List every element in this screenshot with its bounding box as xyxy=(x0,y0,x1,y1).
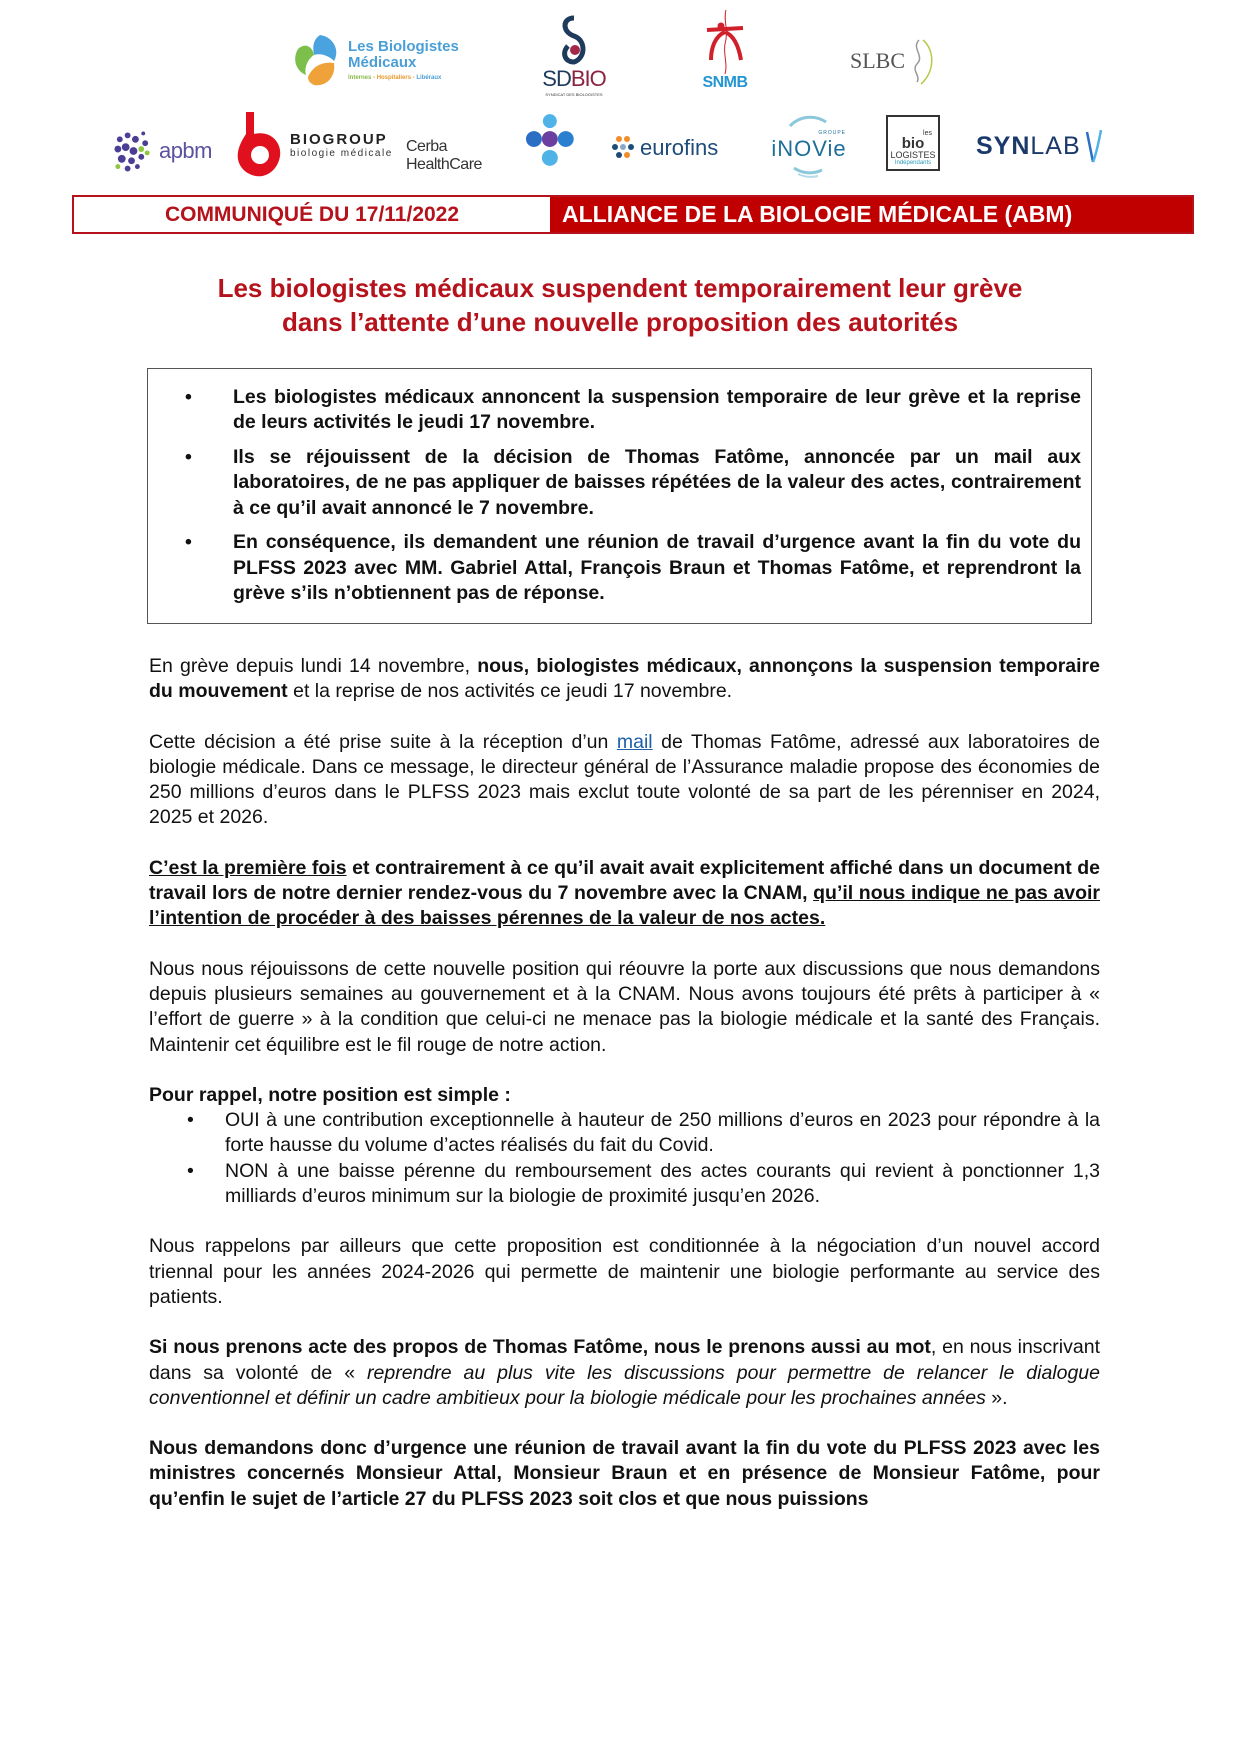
paragraph-demandons: Nous demandons donc d’urgence une réunion de travail avant la fin du vote du PLFSS 2023 avec les ministres concernés Monsieur Attal, Monsieur Braun et en présence de Monsieur Fatôme, pour qu’enfin le sujet de l’article 27 du PLFSS 2023 soit clos et que nous puissions xyxy=(149,1437,1100,1510)
logo-slbc xyxy=(850,36,940,86)
logo-les-biologistes-independants xyxy=(886,113,946,173)
p1-bold: nous, biologistes médicaux, annonçons la suspension temporaire du mouvement xyxy=(149,655,1100,703)
paragraph-prenons-acte xyxy=(149,1335,1100,1411)
snmb-name: SNMB xyxy=(702,74,748,91)
rappel-item xyxy=(187,1108,1100,1159)
sdbio-name xyxy=(542,66,605,92)
biogroup-drop-icon xyxy=(236,112,282,178)
p2-text-a: Cette décision a été prise suite à la réception d’un xyxy=(149,730,617,753)
p1-text-a: En grève depuis lundi 14 novembre, xyxy=(149,655,478,677)
inovie-name: iNOVie xyxy=(771,136,847,161)
p3-underlined-2: qu’il nous indique ne pas avoir l’intention de procéder à des baisses pérennes de la valeur de nos actes. xyxy=(149,882,1100,930)
lbm-tag-hospitaliers: Hospitaliers xyxy=(376,75,412,81)
rappel-item-text: OUI à une contribution exceptionnelle à hauteur de 250 millions d’euros en 2023 pour répondre à la forte hausse du volume d’actes réalisés du fait du Covid. xyxy=(225,1109,1100,1157)
snmb-caduceus-icon xyxy=(701,10,749,74)
paragraph-decision xyxy=(149,730,1100,831)
sdbio-emblem-icon xyxy=(556,14,592,66)
lbm-name-line1: Les Biologistes xyxy=(348,38,459,55)
sdbio-part2: BIO xyxy=(570,66,606,91)
sdbio-subtitle: SYNDICAT DES BIOLOGISTES xyxy=(545,92,603,97)
paragraph-rappelons: Nous rappelons par ailleurs que cette proposition est conditionnée à la négociation d’un nouvel accord triennal pour les années 2024-2026 qui permette de maintenir une biologie performante au service des patients. xyxy=(149,1235,1100,1308)
les-biologistes-medicaux-emblem-icon xyxy=(290,33,342,87)
logo-cerba-healthcare xyxy=(406,112,576,176)
summary-box xyxy=(147,368,1092,624)
eurofins-dots-icon xyxy=(610,135,636,161)
p1-text-c: et la reprise de nos activités ce jeudi 17 novembre. xyxy=(287,680,733,703)
bullet-icon: • xyxy=(185,446,192,469)
communique-date: COMMUNIQUÉ DU 17/11/2022 xyxy=(74,197,550,232)
apbm-dots-icon xyxy=(112,127,155,175)
bullet-icon: • xyxy=(187,1159,194,1182)
logo-les-biologistes-medicaux xyxy=(290,30,470,90)
synlab-wave-icon xyxy=(1083,128,1105,164)
lbi-bio: bio xyxy=(901,135,925,152)
lbm-tag-liberaux: Libéraux xyxy=(416,75,442,81)
lbm-name-line2: Médicaux xyxy=(348,54,417,71)
synlab-light: LAB xyxy=(1030,131,1081,160)
title-line-1: Les biologistes médicaux suspendent temporairement leur grève xyxy=(217,273,1023,303)
biogroup-name: BIOGROUP xyxy=(290,131,388,148)
summary-item xyxy=(185,445,1081,521)
p6-text-b: ». xyxy=(985,1386,1008,1409)
sdbio-part1: SD xyxy=(542,66,571,91)
slbc-emblem-icon xyxy=(907,36,935,86)
lbi-les: les xyxy=(923,130,932,137)
biogroup-subtitle: biologie médicale xyxy=(290,148,393,159)
p6-quote: reprendre au plus vite les discussions pour permettre de relancer le dialogue conventionnel et définir un cadre ambitieux pour la biologie médicale pour les prochaines années xyxy=(149,1361,1100,1409)
summary-item-text: Ils se réjouissent de la décision de Thomas Fatôme, annoncée par un mail aux laboratoires, de ne pas appliquer de baisses répétées de la valeur des actes, contrairement à ce qu’il avait annoncé le 7 novembre. xyxy=(233,446,1081,519)
rappel-heading: Pour rappel, notre position est simple : xyxy=(149,1083,511,1106)
summary-item xyxy=(185,530,1081,606)
apbm-name: apbm xyxy=(158,138,212,163)
title-line-2: dans l’attente d’une nouvelle proposition des autorités xyxy=(281,307,959,337)
lbi-independants: Indépendants xyxy=(894,160,932,166)
paragraph-premiere-fois xyxy=(149,856,1100,932)
summary-item-text: En conséquence, ils demandent une réunion de travail d’urgence avant la fin du vote du PLFSS 2023 avec MM. Gabriel Attal, François Braun et Thomas Fatôme, et reprendront la grève s’ils n’obtiennent pas de réponse. xyxy=(233,531,1081,605)
synlab-bold: SYN xyxy=(976,131,1031,160)
bullet-icon: • xyxy=(185,386,192,408)
slbc-name: SLBC xyxy=(850,48,906,73)
rappel-list xyxy=(149,1108,1100,1209)
p6-bold: Si nous prenons acte des propos de Thomas Fatôme, nous le prenons aussi au mot xyxy=(149,1336,931,1359)
lbm-tag-sep: - xyxy=(371,75,377,81)
rappel-item xyxy=(187,1159,1100,1210)
logo-sdbio xyxy=(542,14,606,102)
lbm-tag-sep: - xyxy=(411,75,417,81)
synlab-name xyxy=(976,132,1081,161)
logo-eurofins xyxy=(610,130,740,166)
bullet-icon: • xyxy=(187,1109,194,1132)
header-banner xyxy=(72,195,1194,234)
eurofins-name: eurofins xyxy=(640,135,719,160)
mail-link[interactable]: mail xyxy=(616,730,653,753)
logo-apbm xyxy=(112,126,212,176)
page-title xyxy=(100,271,1140,339)
summary-list xyxy=(185,385,1081,616)
paragraph-rejouissons: Nous nous réjouissons de cette nouvelle position qui réouvre la porte aux discussions que nous demandons depuis plusieurs semaines au gouvernement et à la CNAM. Nous avons toujours été prêts à participer à « l’effort de guerre » à la condition que celui-ci ne menace pas la biologie médicale et la santé des Français. Maintenir cet équilibre est le fil rouge de notre action. xyxy=(149,957,1100,1056)
logo-inovie xyxy=(764,114,854,178)
lbm-tag-internes: Internes xyxy=(348,75,372,81)
p2-text-b: de Thomas Fatôme, adressé aux laboratoires de biologie médicale. Dans ce message, le directeur général de l’Assurance maladie propose des économies de 250 millions d’euros dans le PLFSS 2023 mais exclut toute volonté de sa part de les pérenniser en 2024, 2025 et 2026. xyxy=(149,730,1100,829)
bullet-icon: • xyxy=(185,531,192,554)
paragraph-suspension xyxy=(149,654,1100,705)
logo-synlab xyxy=(976,126,1126,166)
logo-biogroup xyxy=(236,110,396,180)
summary-item-text: Les biologistes médicaux annoncent la suspension temporaire de leur grève et la reprise de leurs activités le jeudi 17 novembre. xyxy=(233,386,1081,434)
inovie-subtitle: GROUPE xyxy=(818,130,846,136)
logo-snmb xyxy=(698,10,752,104)
summary-item xyxy=(185,385,1081,436)
lbi-logistes: LOGISTES xyxy=(890,150,936,160)
document-body xyxy=(149,654,1100,1537)
rappel-item-text: NON à une baisse pérenne du remboursement des actes courants qui revient à ponctionner 1,3 milliards d’euros minimum sur la biologie de proximité jusqu’en 2026. xyxy=(225,1159,1100,1208)
lbm-tagline xyxy=(348,75,459,81)
cerba-name: Cerba HealthCare xyxy=(406,138,482,173)
p3-underlined-1: C’est la première fois xyxy=(149,856,347,879)
p3-text-mid: et contrairement à ce qu’il avait avait explicitement affiché dans un document de travail lors de notre dernier rendez-vous du 7 novembre avec la CNAM, xyxy=(149,856,1101,905)
organization-name: ALLIANCE DE LA BIOLOGIE MÉDICALE (ABM) xyxy=(550,197,1192,232)
cerba-cross-icon xyxy=(522,112,576,176)
p6-text-a: , en nous inscrivant dans sa volonté de « xyxy=(149,1336,1100,1384)
